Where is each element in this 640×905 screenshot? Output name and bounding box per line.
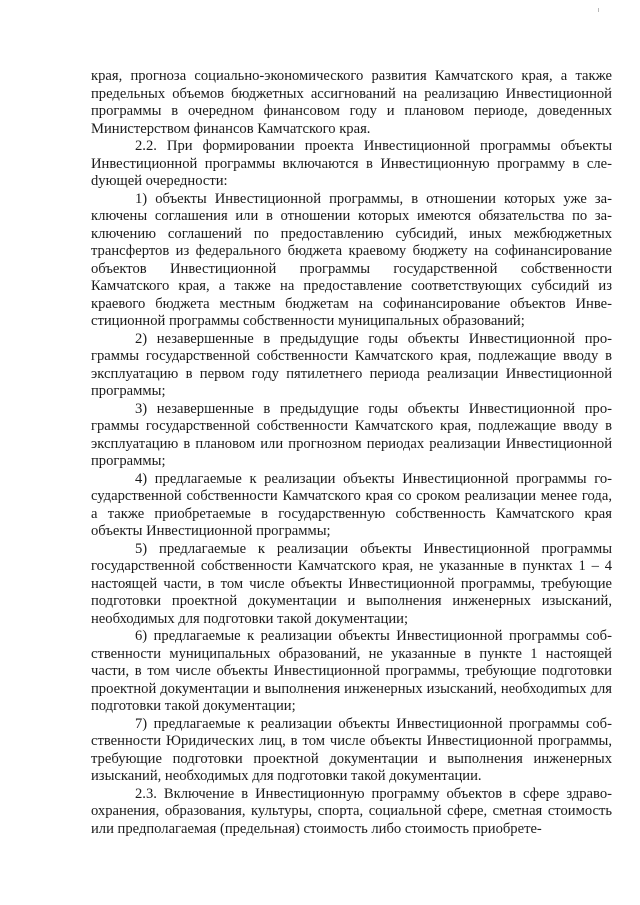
list-item-1: 1) объекты Инвестиционной программы, в отношении которых уже заключены соглашения или в отношении которых имеются обязательства по заключению соглашений по предоставлению субсидий, иных межбюджетных трансфертов из федерального бюджета краевому бюджету на софинансирование объектов Инвестиционной программы государственной собственности Камчатского края, а также на предоставление соответствующих субсидий из краевого бюджета местным бюджетам на софинансирование объектов Инвестиционной программы собственности муниципальных образований;: [91, 190, 612, 329]
list-item-5: 5) предлагаемые к реализации объекты Инвестиционной программы государственной собственности Камчатского края, не указанные в пунктах 1 – 4 настоящей части, в том числе объекты Инвестиционной программы, требующие подготовки проектной документации и выполнения инженерных изысканий, необходимых для подготовки такой документации;: [91, 540, 612, 627]
list-item-4: 4) предлагаемые к реализации объекты Инвестиционной программы государственной собственности Камчатского края со сроком реализации менее года, а также приобретаемые в государственную собственность Камчатского края объекты Инвестиционной программы;: [91, 470, 612, 539]
paragraph-2-3: 2.3. Включение в Инвестиционную программу объектов в сфере здравоохранения, образования, культуры, спорта, социальной сфере, сметная стоимость или предполагаемая (предельная) стоимость либо стоимость приобрете-: [91, 785, 612, 837]
paragraph-2-2: 2.2. При формировании проекта Инвестиционной программы объекты Инвестиционной программы включаются в Инвестиционную программу в слеdующей очередности:: [91, 138, 612, 189]
list-item-7: 7) предлагаемые к реализации объекты Инвестиционной программы собственности Юридических лиц, в том числе объекты Инвестиционной программы, требующие подготовки проектной документации и выполнения инженерных изысканий, необходимых для подготовки такой документации.: [91, 715, 612, 784]
list-item-2: 2) незавершенные в предыдущие годы объекты Инвестиционной программы государственной собственности Камчатского края, подлежащие вводу в эксплуатацию в первом году пятилетнего периода реализации Инвестиционной программы;: [91, 330, 612, 399]
list-item-3: 3) незавершенные в предыдущие годы объекты Инвестиционной программы государственной собственности Камчатского края, подлежащие вводу в эксплуатацию в плановом или прогнозном периодах реализации Инвестиционной программы;: [91, 400, 612, 469]
scan-mark: [598, 8, 599, 12]
document-page: [91, 68, 612, 838]
list-item-6: 6) предлагаемые к реализации объекты Инвестиционной программы собственности муниципальных образований, не указанные в пункте 1 настоящей части, в том числе объекты Инвестиционной программы, требующие подготовки проектной документации и выполнения инженерных изысканий, необходиmых для подготовки такой документации;: [91, 628, 612, 714]
paragraph-continuation: края, прогноза социально-экономического развития Камчатского края, а также предельных объемов бюджетных ассигнований на реализацию Инвестиционной программы в очередном финансовом году и плановом периоде, доведенных Министерством финансов Камчатского края.: [91, 68, 612, 137]
